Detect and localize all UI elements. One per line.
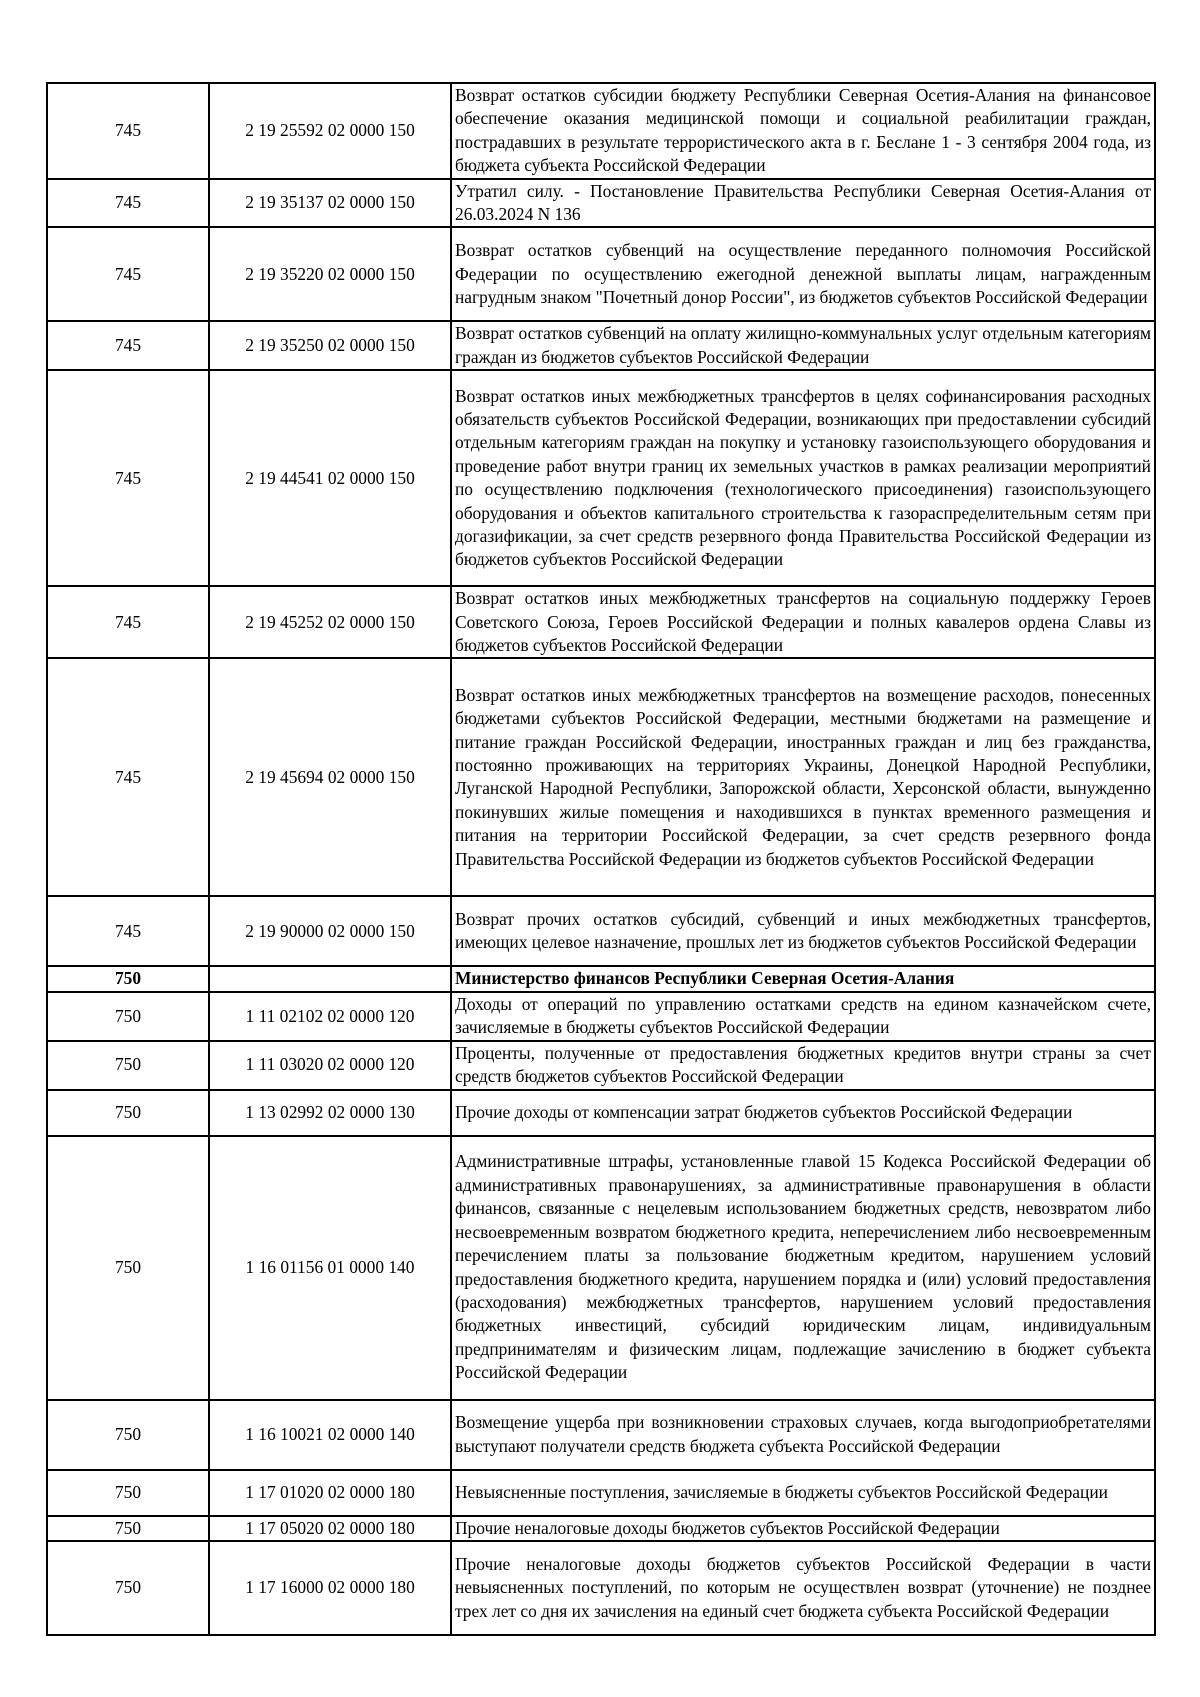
admin-code-cell: 745 [47,227,209,321]
table-row [47,1541,1155,1635]
budget-code-cell: 1 11 02102 02 0000 120 [209,992,451,1041]
description-cell: Возврат остатков иных межбюджетных трансфертов в целях софинансирования расходных обязательств субъектов Российской Федерации, возникающих при предоставлении субсидий отдельным категориям граждан на покупку и установку газоиспользующего оборудования и проведение работ внутри границ их земельных участков в рамках реализации мероприятий по осуществлению подключения (технологического присоединения) газоиспользующего оборудования и объектов капитального строительства к газораспределительным сетям при догазификации, за счет средств резервного фонда Правительства Российской Федерации из бюджетов субъектов Российской Федерации [451,370,1155,586]
admin-code-cell: 745 [47,370,209,586]
admin-code-cell: 750 [47,1136,209,1400]
admin-code-cell: 750 [47,1400,209,1470]
table-row [47,1470,1155,1516]
table-row [47,83,1155,179]
section-title-cell: Министерство финансов Республики Северная Осетия-Алания [451,966,1155,991]
description-cell: Доходы от операций по управлению остатками средств на едином казначейском счете, зачисляемые в бюджеты субъектов Российской Федерации [451,992,1155,1041]
admin-code-cell: 750 [47,1541,209,1635]
budget-code-cell: 1 16 01156 01 0000 140 [209,1136,451,1400]
table-row [47,227,1155,321]
admin-code-cell: 745 [47,658,209,896]
table-row [47,1136,1155,1400]
budget-code-cell: 2 19 35220 02 0000 150 [209,227,451,321]
admin-code-cell: 745 [47,179,209,228]
budget-code-cell: 2 19 25592 02 0000 150 [209,83,451,179]
table-row [47,1516,1155,1541]
description-cell: Возврат остатков иных межбюджетных трансфертов на возмещение расходов, понесенных бюджетами субъектов Российской Федерации, местными бюджетами на размещение и питание граждан Российской Федерации, иностранных граждан и лиц без гражданства, постоянно проживающих на территориях Украины, Донецкой Народной Республики, Луганской Народной Республики, Запорожской области, Херсонской области, вынужденно покинувших жилые помещения и находившихся в пунктах временного размещения и питания на территории Российской Федерации, за счет средств резервного фонда Правительства Российской Федерации из бюджетов субъектов Российской Федерации [451,658,1155,896]
budget-code-cell: 1 16 10021 02 0000 140 [209,1400,451,1470]
admin-code-cell: 750 [47,1470,209,1516]
admin-code-cell: 750 [47,966,209,991]
budget-code-cell: 1 17 01020 02 0000 180 [209,1470,451,1516]
description-cell: Административные штрафы, установленные главой 15 Кодекса Российской Федерации об административных правонарушениях, за административные правонарушения в области финансов, связанные с нецелевым использованием бюджетных средств, невозвратом либо несвоевременным возвратом бюджетного кредита, неперечислением либо несвоевременным перечислением платы за пользование бюджетным кредитом, нарушением условий предоставления бюджетного кредита, нарушением порядка и (или) условий предоставления (расходования) межбюджетных трансфертов, нарушением условий предоставления бюджетных инвестиций, субсидий юридическим лицам, индивидуальным предпринимателям и физическим лицам, подлежащие зачислению в бюджет субъекта Российской Федерации [451,1136,1155,1400]
admin-code-cell: 750 [47,1041,209,1090]
budget-code-cell: 2 19 45694 02 0000 150 [209,658,451,896]
budget-code-cell: 2 19 44541 02 0000 150 [209,370,451,586]
admin-code-cell: 750 [47,1516,209,1541]
description-cell: Прочие неналоговые доходы бюджетов субъектов Российской Федерации [451,1516,1155,1541]
budget-code-cell: 1 17 16000 02 0000 180 [209,1541,451,1635]
budget-code-cell [209,966,451,991]
description-cell: Утратил силу. - Постановление Правительства Республики Северная Осетия-Алания от 26.03.2024 N 136 [451,179,1155,228]
admin-code-cell: 745 [47,321,209,370]
admin-code-cell: 750 [47,992,209,1041]
table-row [47,370,1155,586]
description-cell: Возмещение ущерба при возникновении страховых случаев, когда выгодоприобретателями выступают получатели средств бюджета субъекта Российской Федерации [451,1400,1155,1470]
table-row-section-header [47,966,1155,991]
table-row [47,992,1155,1041]
table-row [47,1041,1155,1090]
budget-code-cell: 1 11 03020 02 0000 120 [209,1041,451,1090]
table-row [47,1090,1155,1136]
budget-code-cell: 1 17 05020 02 0000 180 [209,1516,451,1541]
description-cell: Возврат остатков иных межбюджетных трансфертов на социальную поддержку Героев Советского Союза, Героев Российской Федерации и полных кавалеров ордена Славы из бюджетов субъектов Российской Федерации [451,586,1155,658]
description-cell: Возврат прочих остатков субсидий, субвенций и иных межбюджетных трансфертов, имеющих целевое назначение, прошлых лет из бюджетов субъектов Российской Федерации [451,896,1155,966]
admin-code-cell: 745 [47,586,209,658]
table-row [47,896,1155,966]
table-row [47,586,1155,658]
table-row [47,1400,1155,1470]
description-cell: Проценты, полученные от предоставления бюджетных кредитов внутри страны за счет средств бюджетов субъектов Российской Федерации [451,1041,1155,1090]
table-row [47,179,1155,228]
budget-code-cell: 2 19 90000 02 0000 150 [209,896,451,966]
table-row [47,321,1155,370]
document-page [46,82,1154,1636]
description-cell: Невыясненные поступления, зачисляемые в бюджеты субъектов Российской Федерации [451,1470,1155,1516]
description-cell: Возврат остатков субвенций на оплату жилищно-коммунальных услуг отдельным категориям граждан из бюджетов субъектов Российской Федерации [451,321,1155,370]
admin-code-cell: 745 [47,83,209,179]
description-cell: Возврат остатков субвенций на осуществление переданного полномочия Российской Федерации по осуществлению ежегодной денежной выплаты лицам, награжденным нагрудным знаком "Почетный донор России", из бюджетов субъектов Российской Федерации [451,227,1155,321]
revenue-codes-table [46,82,1156,1636]
description-cell: Возврат остатков субсидии бюджету Республики Северная Осетия-Алания на финансовое обеспечение оказания медицинской помощи и социальной реабилитации граждан, пострадавших в результате террористического акта в г. Беслане 1 - 3 сентября 2004 года, из бюджета субъекта Российской Федерации [451,83,1155,179]
table-row [47,658,1155,896]
budget-code-cell: 2 19 35250 02 0000 150 [209,321,451,370]
description-cell: Прочие неналоговые доходы бюджетов субъектов Российской Федерации в части невыясненных поступлений, по которым не осуществлен возврат (уточнение) не позднее трех лет со дня их зачисления на единый счет бюджета субъекта Российской Федерации [451,1541,1155,1635]
admin-code-cell: 745 [47,896,209,966]
description-cell: Прочие доходы от компенсации затрат бюджетов субъектов Российской Федерации [451,1090,1155,1136]
budget-code-cell: 2 19 35137 02 0000 150 [209,179,451,228]
budget-code-cell: 2 19 45252 02 0000 150 [209,586,451,658]
budget-code-cell: 1 13 02992 02 0000 130 [209,1090,451,1136]
admin-code-cell: 750 [47,1090,209,1136]
